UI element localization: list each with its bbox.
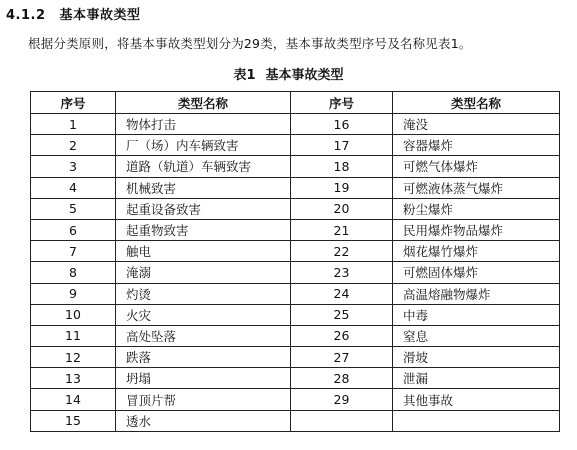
table-header-row <box>31 92 560 114</box>
type-name-cell: 淹没 <box>393 114 560 135</box>
table-row <box>31 368 560 389</box>
table-row <box>31 283 560 304</box>
type-name-cell: 厂（场）内车辆致害 <box>116 135 291 156</box>
type-name-cell: 火灾 <box>116 304 291 325</box>
serial-number-cell: 28 <box>291 368 393 389</box>
section-title: 基本事故类型 <box>59 8 141 23</box>
type-name-cell: 中毒 <box>393 304 560 325</box>
serial-number-cell: 11 <box>31 325 116 346</box>
serial-number-cell: 4 <box>31 177 116 198</box>
serial-number-cell: 9 <box>31 283 116 304</box>
serial-number-cell: 6 <box>31 219 116 240</box>
type-name-cell: 触电 <box>116 241 291 262</box>
header-serial-number-1: 序号 <box>31 92 116 114</box>
type-name-cell: 道路（轨道）车辆致害 <box>116 156 291 177</box>
table-row <box>31 241 560 262</box>
serial-number-cell: 12 <box>31 347 116 368</box>
serial-number-cell: 23 <box>291 262 393 283</box>
type-name-cell: 可燃固体爆炸 <box>393 262 560 283</box>
serial-number-cell: 7 <box>31 241 116 262</box>
type-name-cell: 泄漏 <box>393 368 560 389</box>
table-row <box>31 177 560 198</box>
table-row <box>31 114 560 135</box>
type-name-cell: 粉尘爆炸 <box>393 198 560 219</box>
serial-number-cell: 29 <box>291 389 393 410</box>
section-number: 4.1.2 <box>6 8 46 23</box>
type-name-cell: 窒息 <box>393 325 560 346</box>
serial-number-cell: 5 <box>31 198 116 219</box>
type-name-cell: 机械致害 <box>116 177 291 198</box>
table-caption <box>0 64 577 83</box>
type-name-cell: 淹溺 <box>116 262 291 283</box>
table-row <box>31 198 560 219</box>
serial-number-cell: 27 <box>291 347 393 368</box>
serial-number-cell: 24 <box>291 283 393 304</box>
type-name-cell: 物体打击 <box>116 114 291 135</box>
table-row <box>31 410 560 431</box>
type-name-cell: 高处坠落 <box>116 325 291 346</box>
type-name-cell: 烟花爆竹爆炸 <box>393 241 560 262</box>
intro-paragraph: 根据分类原则，将基本事故类型划分为29类，基本事故类型序号及名称见表1。 <box>28 36 472 51</box>
type-name-cell: 灼烫 <box>116 283 291 304</box>
serial-number-cell: 8 <box>31 262 116 283</box>
type-name-cell: 可燃液体蒸气爆炸 <box>393 177 560 198</box>
serial-number-cell: 18 <box>291 156 393 177</box>
type-name-cell <box>393 410 560 431</box>
header-type-name-2: 类型名称 <box>393 92 560 114</box>
type-name-cell: 容器爆炸 <box>393 135 560 156</box>
table-row <box>31 262 560 283</box>
type-name-cell: 坍塌 <box>116 368 291 389</box>
accident-types-table <box>30 91 560 432</box>
table-row <box>31 325 560 346</box>
serial-number-cell: 17 <box>291 135 393 156</box>
type-name-cell: 起重设备致害 <box>116 198 291 219</box>
type-name-cell: 可燃气体爆炸 <box>393 156 560 177</box>
serial-number-cell: 20 <box>291 198 393 219</box>
serial-number-cell: 10 <box>31 304 116 325</box>
table-row <box>31 389 560 410</box>
serial-number-cell: 2 <box>31 135 116 156</box>
table-caption-title: 基本事故类型 <box>265 68 344 83</box>
type-name-cell: 滑坡 <box>393 347 560 368</box>
type-name-cell: 起重物致害 <box>116 219 291 240</box>
section-heading <box>6 4 141 23</box>
serial-number-cell: 13 <box>31 368 116 389</box>
table-caption-number: 表1 <box>233 68 256 83</box>
header-type-name-1: 类型名称 <box>116 92 291 114</box>
serial-number-cell: 14 <box>31 389 116 410</box>
table-row <box>31 219 560 240</box>
serial-number-cell: 21 <box>291 219 393 240</box>
type-name-cell: 高温熔融物爆炸 <box>393 283 560 304</box>
table-row <box>31 135 560 156</box>
serial-number-cell: 26 <box>291 325 393 346</box>
serial-number-cell: 19 <box>291 177 393 198</box>
type-name-cell: 透水 <box>116 410 291 431</box>
serial-number-cell: 3 <box>31 156 116 177</box>
table-row <box>31 156 560 177</box>
serial-number-cell: 1 <box>31 114 116 135</box>
serial-number-cell: 25 <box>291 304 393 325</box>
serial-number-cell: 22 <box>291 241 393 262</box>
serial-number-cell <box>291 410 393 431</box>
table-row <box>31 304 560 325</box>
table-row <box>31 347 560 368</box>
serial-number-cell: 15 <box>31 410 116 431</box>
header-serial-number-2: 序号 <box>291 92 393 114</box>
type-name-cell: 跌落 <box>116 347 291 368</box>
type-name-cell: 其他事故 <box>393 389 560 410</box>
type-name-cell: 民用爆炸物品爆炸 <box>393 219 560 240</box>
serial-number-cell: 16 <box>291 114 393 135</box>
type-name-cell: 冒顶片帮 <box>116 389 291 410</box>
